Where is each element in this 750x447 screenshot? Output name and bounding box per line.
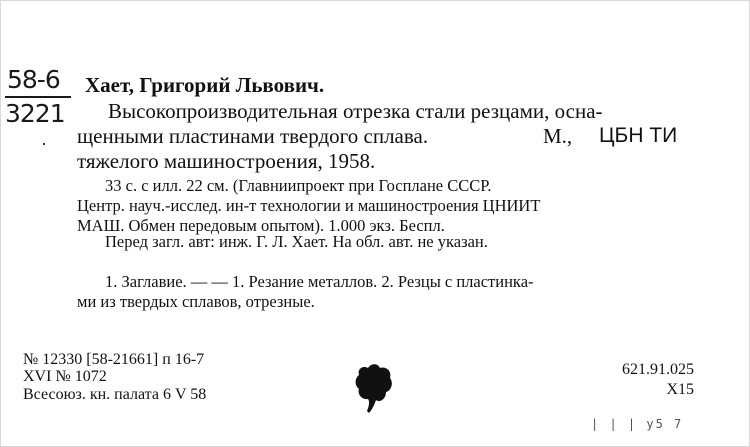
shelfmark-divider <box>5 96 71 98</box>
margin-dot <box>43 143 45 145</box>
ink-stamp-icon <box>353 361 395 413</box>
physical-description-line-1: 33 с. с илл. 22 см. (Главниипроект при Госплане СССР. <box>105 176 492 195</box>
physical-description-line-3: МАШ. Обмен передовым опытом). 1.000 экз. Беспл. <box>77 216 445 235</box>
title-line-2: щенными пластинами твердого сплава. <box>77 124 429 148</box>
subject-tracing-line-1: 1. Заглавие. — — 1. Резание металлов. 2. Резцы с пластинка- <box>105 272 534 291</box>
physical-description-line-2: Центр. науч.-исслед. ин-т технологии и машиностроения ЦНИИТ <box>77 196 541 215</box>
shelfmark-top: 58-6 <box>7 65 60 94</box>
shelfmark-bottom: 3221 <box>5 99 65 128</box>
author-heading: Хает, Григорий Львович. <box>85 73 325 97</box>
title-line-1: Высокопроизводительная отрезка стали резцами, осна- <box>108 99 603 123</box>
responsibility-note: Перед загл. авт: инж. Г. Л. Хает. На обл. авт. не указан. <box>105 232 488 251</box>
series-number: XVI № 1072 <box>23 368 107 385</box>
order-number: № 12330 [58-21661] п 16-7 <box>23 351 205 368</box>
udc-classification: 621.91.025 <box>622 361 694 378</box>
subject-tracing-line-2: ми из твердых сплавов, отрезные. <box>77 292 315 311</box>
book-chamber-imprint: Всесоюз. кн. палата 6 V 58 <box>23 386 207 403</box>
ink-stamp-shape <box>356 364 392 413</box>
imprint-publisher: ЦБН ТИ <box>599 124 678 147</box>
author-mark: X15 <box>666 381 694 398</box>
imprint-city: М., <box>543 124 573 148</box>
handwritten-note: | | | у5 7 <box>591 417 684 431</box>
title-line-3: тяжелого машиностроения, 1958. <box>77 149 376 173</box>
